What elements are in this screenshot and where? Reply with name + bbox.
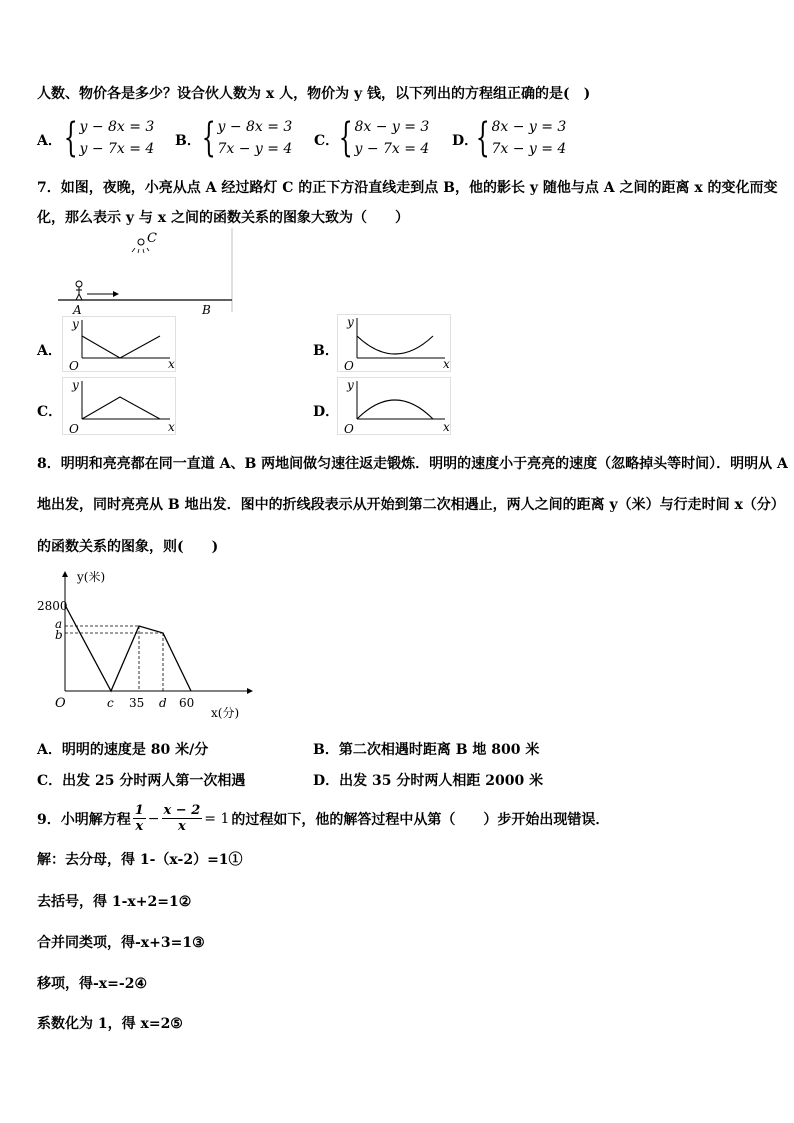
q6-option-a-label: A． <box>37 133 62 149</box>
y-axis-label: y <box>347 315 354 329</box>
equals-one: = 1 <box>204 810 230 827</box>
person-icon <box>76 281 82 300</box>
q9-step-3: 合并同类项，得-x+3=1③ <box>37 935 205 951</box>
y-tick-label: 2800 <box>37 599 68 613</box>
brace-icon: { <box>201 115 216 161</box>
q7-option-b-graph <box>337 314 455 372</box>
equation: 8x − y = 3 <box>354 119 430 135</box>
q9-step-2: 去括号，得 1-x+2=1② <box>37 894 192 910</box>
y-axis-arrow-icon <box>62 571 68 577</box>
q7-option-b-label: B． <box>313 343 339 359</box>
graph-curve <box>357 400 433 419</box>
brace-icon: { <box>338 115 353 161</box>
fraction-numerator: 1 <box>134 803 144 818</box>
q6-option-d-label: D． <box>452 133 479 149</box>
q9-step-1: 解：去分母，得 1-（x-2）=1① <box>37 852 243 868</box>
direction-arrow-icon <box>87 291 119 297</box>
point-a-label: A <box>73 303 82 317</box>
equation: y − 8x = 3 <box>217 119 293 135</box>
q8-option-c <box>37 770 245 790</box>
q9-suffix: 的过程如下，他的解答过程中从第（ ）步开始出现错误． <box>231 811 610 828</box>
y-tick-label: b <box>55 628 63 642</box>
option-label: B． <box>313 742 339 758</box>
q7-option-c-graph <box>62 377 180 435</box>
origin-label: O <box>55 696 66 711</box>
q7-stem-line2: 化，那么表示 y 与 x 之间的函数关系的图象大致为（ ） <box>37 210 409 226</box>
point-b-label: B <box>202 303 211 317</box>
q6-option-d-system <box>470 116 566 160</box>
x-axis-arrow-icon <box>247 688 253 694</box>
graph-curve <box>82 336 160 358</box>
option-label: D． <box>313 773 340 789</box>
q9-step-5: 系数化为 1，得 x=2⑤ <box>37 1016 183 1032</box>
equation: 8x − y = 3 <box>491 119 567 135</box>
option-text: 出发 35 分时两人相距 2000 米 <box>339 773 544 789</box>
q8-option-b <box>313 739 539 759</box>
graph-curve <box>82 397 160 419</box>
option-label: A． <box>37 742 62 758</box>
equation: 7x − y = 4 <box>217 141 293 157</box>
q9-prefix: 9．小明解方程 <box>37 811 131 828</box>
x-axis-label: x <box>168 420 175 434</box>
q8-option-a <box>37 739 208 759</box>
q9-stem <box>37 803 609 834</box>
q6-stem-tail: 人数、物价各是多少？设合伙人数为 x 人，物价为 y 钱，以下列出的方程组正确的是( ) <box>37 86 591 102</box>
y-axis-label: y(米) <box>77 570 106 584</box>
fraction-numerator: x − 2 <box>163 803 201 818</box>
brace-icon: { <box>63 115 78 161</box>
q6-option-b-system <box>196 116 292 160</box>
fraction <box>133 803 146 834</box>
equation: 7x − y = 4 <box>491 141 567 157</box>
fraction <box>162 803 203 834</box>
x-tick-label: d <box>159 696 167 710</box>
q7-option-a-label: A． <box>37 343 62 359</box>
x-tick-label: c <box>107 696 114 710</box>
x-axis-label: x <box>443 357 450 371</box>
x-axis-label: x(分) <box>211 706 240 720</box>
y-tick-label: a <box>55 617 63 631</box>
lamp-label: C <box>147 231 157 246</box>
y-axis-label: y <box>72 378 79 392</box>
y-axis-label: y <box>347 378 354 392</box>
option-text: 第二次相遇时距离 B 地 800 米 <box>338 742 540 758</box>
distance-polyline <box>65 605 191 691</box>
y-axis-label: y <box>72 317 79 331</box>
q6-option-b-label: B． <box>175 133 201 149</box>
q9-step-4: 移项，得-x=-2④ <box>37 976 147 992</box>
graph-curve <box>357 336 433 354</box>
q7-option-c-label: C． <box>37 404 63 420</box>
q6-option-c-system <box>333 116 429 160</box>
q7-scene-figure <box>55 228 235 318</box>
option-label: C． <box>37 773 63 789</box>
q8-stem-line3: 的函数关系的图象，则( ) <box>37 539 219 555</box>
x-axis-label: x <box>168 357 175 371</box>
q6-option-c-label: C． <box>314 133 340 149</box>
equation: y − 8x = 3 <box>79 119 155 135</box>
fraction-denominator: x <box>178 819 186 834</box>
brace-icon: { <box>475 115 490 161</box>
x-tick-label: 35 <box>129 696 145 710</box>
origin-label: O <box>344 422 354 435</box>
minus-sign: − <box>147 810 160 827</box>
q7-option-d-graph <box>337 377 455 435</box>
q8-option-d <box>313 770 543 790</box>
q8-distance-time-graph <box>35 565 260 723</box>
q7-option-a-graph <box>62 316 180 372</box>
origin-label: O <box>344 359 354 372</box>
q7-stem-line1: 7．如图，夜晚，小亮从点 A 经过路灯 C 的正下方沿直线走到点 B，他的影长 y 随他与点 A 之间的距离 x 的变化而变 <box>37 180 778 196</box>
equation: y − 7x = 4 <box>79 141 155 157</box>
q6-option-a-system <box>58 116 154 160</box>
x-axis-label: x <box>443 420 450 434</box>
x-tick-label: 60 <box>179 696 195 710</box>
q8-stem-line2: 地出发，同时亮亮从 B 地出发．图中的折线段表示从开始到第二次相遇止，两人之间的距离 y（米）与行走时间 x（分） <box>37 497 785 513</box>
q7-option-d-label: D． <box>313 404 340 420</box>
origin-label: O <box>69 422 79 435</box>
option-text: 明明的速度是 80 米/分 <box>61 742 209 758</box>
equation: y − 7x = 4 <box>354 141 430 157</box>
origin-label: O <box>69 359 79 372</box>
option-text: 出发 25 分时两人第一次相遇 <box>62 773 246 789</box>
fraction-denominator: x <box>135 819 144 834</box>
q8-stem-line1: 8．明明和亮亮都在同一直道 A、B 两地间做匀速往返走锻炼．明明的速度小于亮亮的速度（忽略掉头等时间）．明明从 A <box>37 456 788 472</box>
